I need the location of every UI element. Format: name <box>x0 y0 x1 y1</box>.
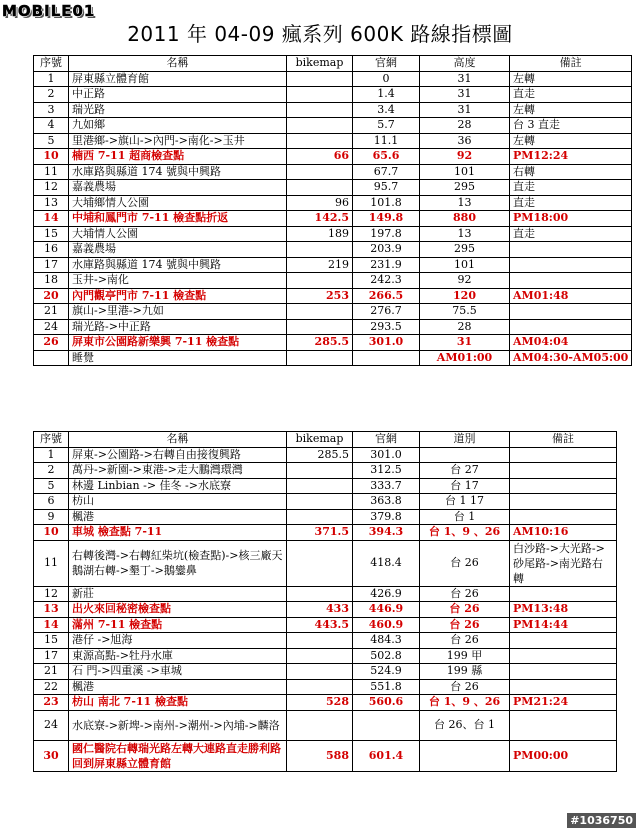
cell-note <box>510 648 617 664</box>
table-row <box>34 463 617 479</box>
cell-name: 水庫路與縣道 174 號與中興路 <box>69 164 287 180</box>
cell-official-km: 601.4 <box>353 740 420 771</box>
cell-note <box>510 633 617 649</box>
cell-no: 12 <box>34 586 69 602</box>
header-official-km: 官網 <box>353 56 420 72</box>
table-row <box>34 695 617 711</box>
header-bikemap: bikemap <box>287 56 353 72</box>
route-table-1 <box>33 55 632 366</box>
cell-col5: 120 <box>420 288 510 304</box>
cell-note: AM01:48 <box>510 288 632 304</box>
cell-name: 瑞光路->中正路 <box>69 319 287 335</box>
cell-note: PM21:24 <box>510 695 617 711</box>
cell-no: 13 <box>34 602 69 618</box>
cell-bikemap <box>287 133 353 149</box>
cell-note <box>510 710 617 740</box>
header-no: 序號 <box>34 432 69 448</box>
cell-col5: 台 26 <box>420 679 510 695</box>
cell-note <box>510 257 632 273</box>
table-row <box>34 602 617 618</box>
cell-note: 白沙路->大光路->砂尾路->南光路右轉 <box>510 540 617 586</box>
cell-note: PM18:00 <box>510 211 632 227</box>
cell-note <box>510 679 617 695</box>
table-header-row <box>34 432 617 448</box>
table-row <box>34 664 617 680</box>
cell-no: 3 <box>34 102 69 118</box>
cell-official-km: 101.8 <box>353 195 420 211</box>
table-row <box>34 304 632 320</box>
cell-name: 港仔 ->旭海 <box>69 633 287 649</box>
cell-bikemap <box>287 118 353 134</box>
cell-col5: 13 <box>420 226 510 242</box>
cell-col5 <box>420 447 510 463</box>
cell-note <box>510 509 617 525</box>
cell-no: 20 <box>34 288 69 304</box>
cell-name: 水底寮->新埤->南州->潮州->內埔->麟洛 <box>69 710 287 740</box>
table-row <box>34 211 632 227</box>
cell-col5: 295 <box>420 242 510 258</box>
cell-note: AM04:30-AM05:00 <box>510 350 632 366</box>
cell-no: 16 <box>34 242 69 258</box>
cell-col5: 75.5 <box>420 304 510 320</box>
cell-official-km: 3.4 <box>353 102 420 118</box>
table-row <box>34 509 617 525</box>
cell-name: 中埔和鳳門市 7-11 檢查點折返 <box>69 211 287 227</box>
cell-name: 新莊 <box>69 586 287 602</box>
page-title: 2011 年 04-09 瘋系列 600K 路線指標圖 <box>127 22 513 46</box>
cell-bikemap: 189 <box>287 226 353 242</box>
cell-note: 左轉 <box>510 133 632 149</box>
table-row <box>34 164 632 180</box>
cell-name: 石 門->四重溪 ->車城 <box>69 664 287 680</box>
cell-no: 18 <box>34 273 69 289</box>
cell-no: 12 <box>34 180 69 196</box>
cell-name: 旗山->里港->九如 <box>69 304 287 320</box>
table-row <box>34 335 632 351</box>
cell-official-km: 197.8 <box>353 226 420 242</box>
table-row <box>34 226 632 242</box>
cell-bikemap <box>287 586 353 602</box>
cell-col5: 台 1、9 、26 <box>420 525 510 541</box>
cell-name: 屏東縣立體育館 <box>69 71 287 87</box>
cell-name: 萬丹->新園->東港->走大鵬灣環灣 <box>69 463 287 479</box>
cell-col5: 295 <box>420 180 510 196</box>
cell-official-km: 231.9 <box>353 257 420 273</box>
cell-official-km: 1.4 <box>353 87 420 103</box>
table-row <box>34 478 617 494</box>
cell-bikemap <box>287 87 353 103</box>
cell-bikemap <box>287 273 353 289</box>
cell-bikemap <box>287 494 353 510</box>
cell-name: 楠西 7-11 超商檢查點 <box>69 149 287 165</box>
cell-no: 1 <box>34 447 69 463</box>
table-row <box>34 319 632 335</box>
cell-no: 13 <box>34 195 69 211</box>
cell-bikemap: 528 <box>287 695 353 711</box>
cell-col5: 台 26 <box>420 586 510 602</box>
header-bikemap: bikemap <box>287 432 353 448</box>
cell-official-km: 426.9 <box>353 586 420 602</box>
cell-name: 屏東->公園路->右轉自由接復興路 <box>69 447 287 463</box>
table-row-sleep <box>34 350 632 366</box>
cell-official-km: 551.8 <box>353 679 420 695</box>
cell-note: 直走 <box>510 226 632 242</box>
cell-note: 直走 <box>510 180 632 196</box>
cell-name: 嘉義農場 <box>69 242 287 258</box>
header-col5: 道別 <box>420 432 510 448</box>
table-row <box>34 87 632 103</box>
cell-no: 17 <box>34 648 69 664</box>
cell-note: PM14:44 <box>510 617 617 633</box>
cell-col5: 31 <box>420 87 510 103</box>
cell-official-km: 242.3 <box>353 273 420 289</box>
cell-bikemap <box>287 180 353 196</box>
cell-bikemap <box>287 664 353 680</box>
table-row <box>34 740 617 771</box>
cell-name: 屏東市公園路新樂興 7-11 檢查點 <box>69 335 287 351</box>
table-row <box>34 586 617 602</box>
cell-official-km: 446.9 <box>353 602 420 618</box>
cell-bikemap: 285.5 <box>287 447 353 463</box>
cell-official-km: 502.8 <box>353 648 420 664</box>
header-name: 名稱 <box>69 56 287 72</box>
cell-no: 5 <box>34 133 69 149</box>
cell-note <box>510 478 617 494</box>
cell-bikemap <box>287 319 353 335</box>
cell-bikemap <box>287 509 353 525</box>
table-row <box>34 242 632 258</box>
cell-name: 中正路 <box>69 87 287 103</box>
cell-note <box>510 463 617 479</box>
cell-name: 出火來回秘密檢查點 <box>69 602 287 618</box>
table-row <box>34 288 632 304</box>
table-row <box>34 149 632 165</box>
cell-col5: 101 <box>420 257 510 273</box>
cell-col5: 13 <box>420 195 510 211</box>
cell-official-km: 394.3 <box>353 525 420 541</box>
cell-note: 左轉 <box>510 71 632 87</box>
table-row <box>34 525 617 541</box>
cell-bikemap <box>287 350 353 366</box>
cell-bikemap <box>287 242 353 258</box>
cell-col5: 台 26 <box>420 540 510 586</box>
cell-note <box>510 319 632 335</box>
cell-col5: 台 26 <box>420 602 510 618</box>
cell-col5: 199 縣 <box>420 664 510 680</box>
cell-bikemap <box>287 463 353 479</box>
cell-note <box>510 242 632 258</box>
cell-official-km: 11.1 <box>353 133 420 149</box>
table-row <box>34 633 617 649</box>
cell-col5: 台 26 <box>420 633 510 649</box>
cell-bikemap: 253 <box>287 288 353 304</box>
header-note: 備註 <box>510 432 617 448</box>
cell-note: 台 3 直走 <box>510 118 632 134</box>
cell-bikemap: 371.5 <box>287 525 353 541</box>
cell-col5: 台 26 <box>420 617 510 633</box>
cell-no: 21 <box>34 304 69 320</box>
cell-no: 30 <box>34 740 69 771</box>
cell-bikemap: 588 <box>287 740 353 771</box>
cell-name: 楓港 <box>69 679 287 695</box>
cell-official-km: 524.9 <box>353 664 420 680</box>
cell-bikemap <box>287 102 353 118</box>
cell-official-km: 312.5 <box>353 463 420 479</box>
table-row <box>34 102 632 118</box>
cell-note <box>510 304 632 320</box>
cell-name: 玉井->南化 <box>69 273 287 289</box>
cell-col5: 36 <box>420 133 510 149</box>
cell-col5: 台 26、台 1 <box>420 710 510 740</box>
cell-col5 <box>420 740 510 771</box>
table-row <box>34 118 632 134</box>
cell-col5: 31 <box>420 71 510 87</box>
cell-name: 里港鄉->旗山->內門->南化->玉井 <box>69 133 287 149</box>
cell-col5: 880 <box>420 211 510 227</box>
header-name: 名稱 <box>69 432 287 448</box>
cell-note: PM12:24 <box>510 149 632 165</box>
cell-no: 10 <box>34 525 69 541</box>
logo-text: MOBILE01 <box>2 2 96 20</box>
cell-no: 9 <box>34 509 69 525</box>
cell-no: 14 <box>34 617 69 633</box>
cell-col5: 台 27 <box>420 463 510 479</box>
cell-name: 水庫路與縣道 174 號與中興路 <box>69 257 287 273</box>
cell-official-km: 363.8 <box>353 494 420 510</box>
cell-note: AM04:04 <box>510 335 632 351</box>
cell-col5: 台 1 <box>420 509 510 525</box>
table-row <box>34 273 632 289</box>
cell-col5: 92 <box>420 149 510 165</box>
cell-name: 內門觀亭門市 7-11 檢查點 <box>69 288 287 304</box>
cell-bikemap <box>287 71 353 87</box>
cell-official-km: 149.8 <box>353 211 420 227</box>
cell-col5: 31 <box>420 335 510 351</box>
cell-note <box>510 586 617 602</box>
cell-name: 車城 檢查點 7-11 <box>69 525 287 541</box>
cell-name: 九如鄉 <box>69 118 287 134</box>
route-table-2 <box>33 431 617 772</box>
cell-bikemap: 219 <box>287 257 353 273</box>
cell-no: 15 <box>34 633 69 649</box>
cell-no: 11 <box>34 540 69 586</box>
cell-no: 2 <box>34 463 69 479</box>
table-row <box>34 133 632 149</box>
cell-official-km: 5.7 <box>353 118 420 134</box>
cell-col5: 31 <box>420 102 510 118</box>
cell-no: 14 <box>34 211 69 227</box>
cell-no: 22 <box>34 679 69 695</box>
cell-official-km: 301.0 <box>353 335 420 351</box>
cell-official-km <box>353 710 420 740</box>
cell-official-km: 333.7 <box>353 478 420 494</box>
cell-official-km: 0 <box>353 71 420 87</box>
header-note: 備註 <box>510 56 632 72</box>
cell-bikemap <box>287 710 353 740</box>
cell-note: 直走 <box>510 195 632 211</box>
cell-bikemap <box>287 633 353 649</box>
cell-official-km: 418.4 <box>353 540 420 586</box>
cell-no: 15 <box>34 226 69 242</box>
cell-bikemap: 443.5 <box>287 617 353 633</box>
table-row <box>34 447 617 463</box>
cell-no: 26 <box>34 335 69 351</box>
cell-col5: 台 17 <box>420 478 510 494</box>
cell-name: 睡覺 <box>69 350 287 366</box>
cell-official-km: 203.9 <box>353 242 420 258</box>
cell-bikemap <box>287 304 353 320</box>
cell-name: 滿州 7-11 檢查點 <box>69 617 287 633</box>
watermark: #1036750 <box>567 813 636 828</box>
cell-no: 17 <box>34 257 69 273</box>
cell-no: 6 <box>34 494 69 510</box>
cell-col5: AM01:00 <box>420 350 510 366</box>
cell-name: 大埔鄉情人公園 <box>69 195 287 211</box>
table-row <box>34 540 617 586</box>
cell-bikemap <box>287 648 353 664</box>
cell-official-km: 484.3 <box>353 633 420 649</box>
cell-note <box>510 273 632 289</box>
cell-name: 右轉後灣->右轉紅柴坑(檢查點)->核三廠天鵝湖右轉->墾丁->鵝鑾鼻 <box>69 540 287 586</box>
cell-note <box>510 664 617 680</box>
cell-official-km: 301.0 <box>353 447 420 463</box>
header-col5: 高度 <box>420 56 510 72</box>
cell-name: 枋山 <box>69 494 287 510</box>
cell-bikemap: 66 <box>287 149 353 165</box>
cell-name: 瑞光路 <box>69 102 287 118</box>
cell-bikemap: 142.5 <box>287 211 353 227</box>
cell-bikemap <box>287 679 353 695</box>
cell-bikemap <box>287 164 353 180</box>
table-row <box>34 679 617 695</box>
cell-col5: 台 1、9 、26 <box>420 695 510 711</box>
cell-official-km: 560.6 <box>353 695 420 711</box>
cell-official-km: 65.6 <box>353 149 420 165</box>
cell-no: 2 <box>34 87 69 103</box>
cell-official-km: 266.5 <box>353 288 420 304</box>
table-row <box>34 180 632 196</box>
table-row <box>34 71 632 87</box>
table-row <box>34 257 632 273</box>
cell-bikemap: 96 <box>287 195 353 211</box>
cell-official-km <box>353 350 420 366</box>
cell-no <box>34 350 69 366</box>
cell-no: 5 <box>34 478 69 494</box>
cell-col5: 台 1 17 <box>420 494 510 510</box>
table-row <box>34 195 632 211</box>
cell-official-km: 276.7 <box>353 304 420 320</box>
table-row <box>34 617 617 633</box>
cell-bikemap: 433 <box>287 602 353 618</box>
cell-col5: 28 <box>420 118 510 134</box>
table-row <box>34 648 617 664</box>
cell-note <box>510 494 617 510</box>
cell-col5: 92 <box>420 273 510 289</box>
table-row <box>34 710 617 740</box>
cell-no: 1 <box>34 71 69 87</box>
cell-note: 右轉 <box>510 164 632 180</box>
cell-bikemap: 285.5 <box>287 335 353 351</box>
cell-name: 嘉義農場 <box>69 180 287 196</box>
header-no: 序號 <box>34 56 69 72</box>
cell-official-km: 67.7 <box>353 164 420 180</box>
cell-name: 大埔情人公園 <box>69 226 287 242</box>
table-header-row <box>34 56 632 72</box>
cell-note: 左轉 <box>510 102 632 118</box>
cell-official-km: 379.8 <box>353 509 420 525</box>
cell-bikemap <box>287 478 353 494</box>
cell-official-km: 460.9 <box>353 617 420 633</box>
cell-no: 24 <box>34 319 69 335</box>
cell-official-km: 293.5 <box>353 319 420 335</box>
cell-name: 枋山 南北 7-11 檢查點 <box>69 695 287 711</box>
cell-note: PM00:00 <box>510 740 617 771</box>
cell-no: 10 <box>34 149 69 165</box>
cell-official-km: 95.7 <box>353 180 420 196</box>
cell-no: 11 <box>34 164 69 180</box>
cell-col5: 101 <box>420 164 510 180</box>
cell-no: 4 <box>34 118 69 134</box>
table-row <box>34 494 617 510</box>
cell-col5: 28 <box>420 319 510 335</box>
cell-note: 直走 <box>510 87 632 103</box>
cell-name: 國仁醫院右轉瑞光路左轉大連路直走勝利路回到屏東縣立體育館 <box>69 740 287 771</box>
header-official-km: 官網 <box>353 432 420 448</box>
cell-note: AM10:16 <box>510 525 617 541</box>
cell-note: PM13:48 <box>510 602 617 618</box>
cell-no: 21 <box>34 664 69 680</box>
cell-col5: 199 甲 <box>420 648 510 664</box>
cell-note <box>510 447 617 463</box>
cell-no: 23 <box>34 695 69 711</box>
cell-bikemap <box>287 540 353 586</box>
cell-name: 東源高點->牡丹水庫 <box>69 648 287 664</box>
cell-no: 24 <box>34 710 69 740</box>
cell-name: 楓港 <box>69 509 287 525</box>
cell-name: 林邊 Linbian -> 佳冬 ->水底寮 <box>69 478 287 494</box>
